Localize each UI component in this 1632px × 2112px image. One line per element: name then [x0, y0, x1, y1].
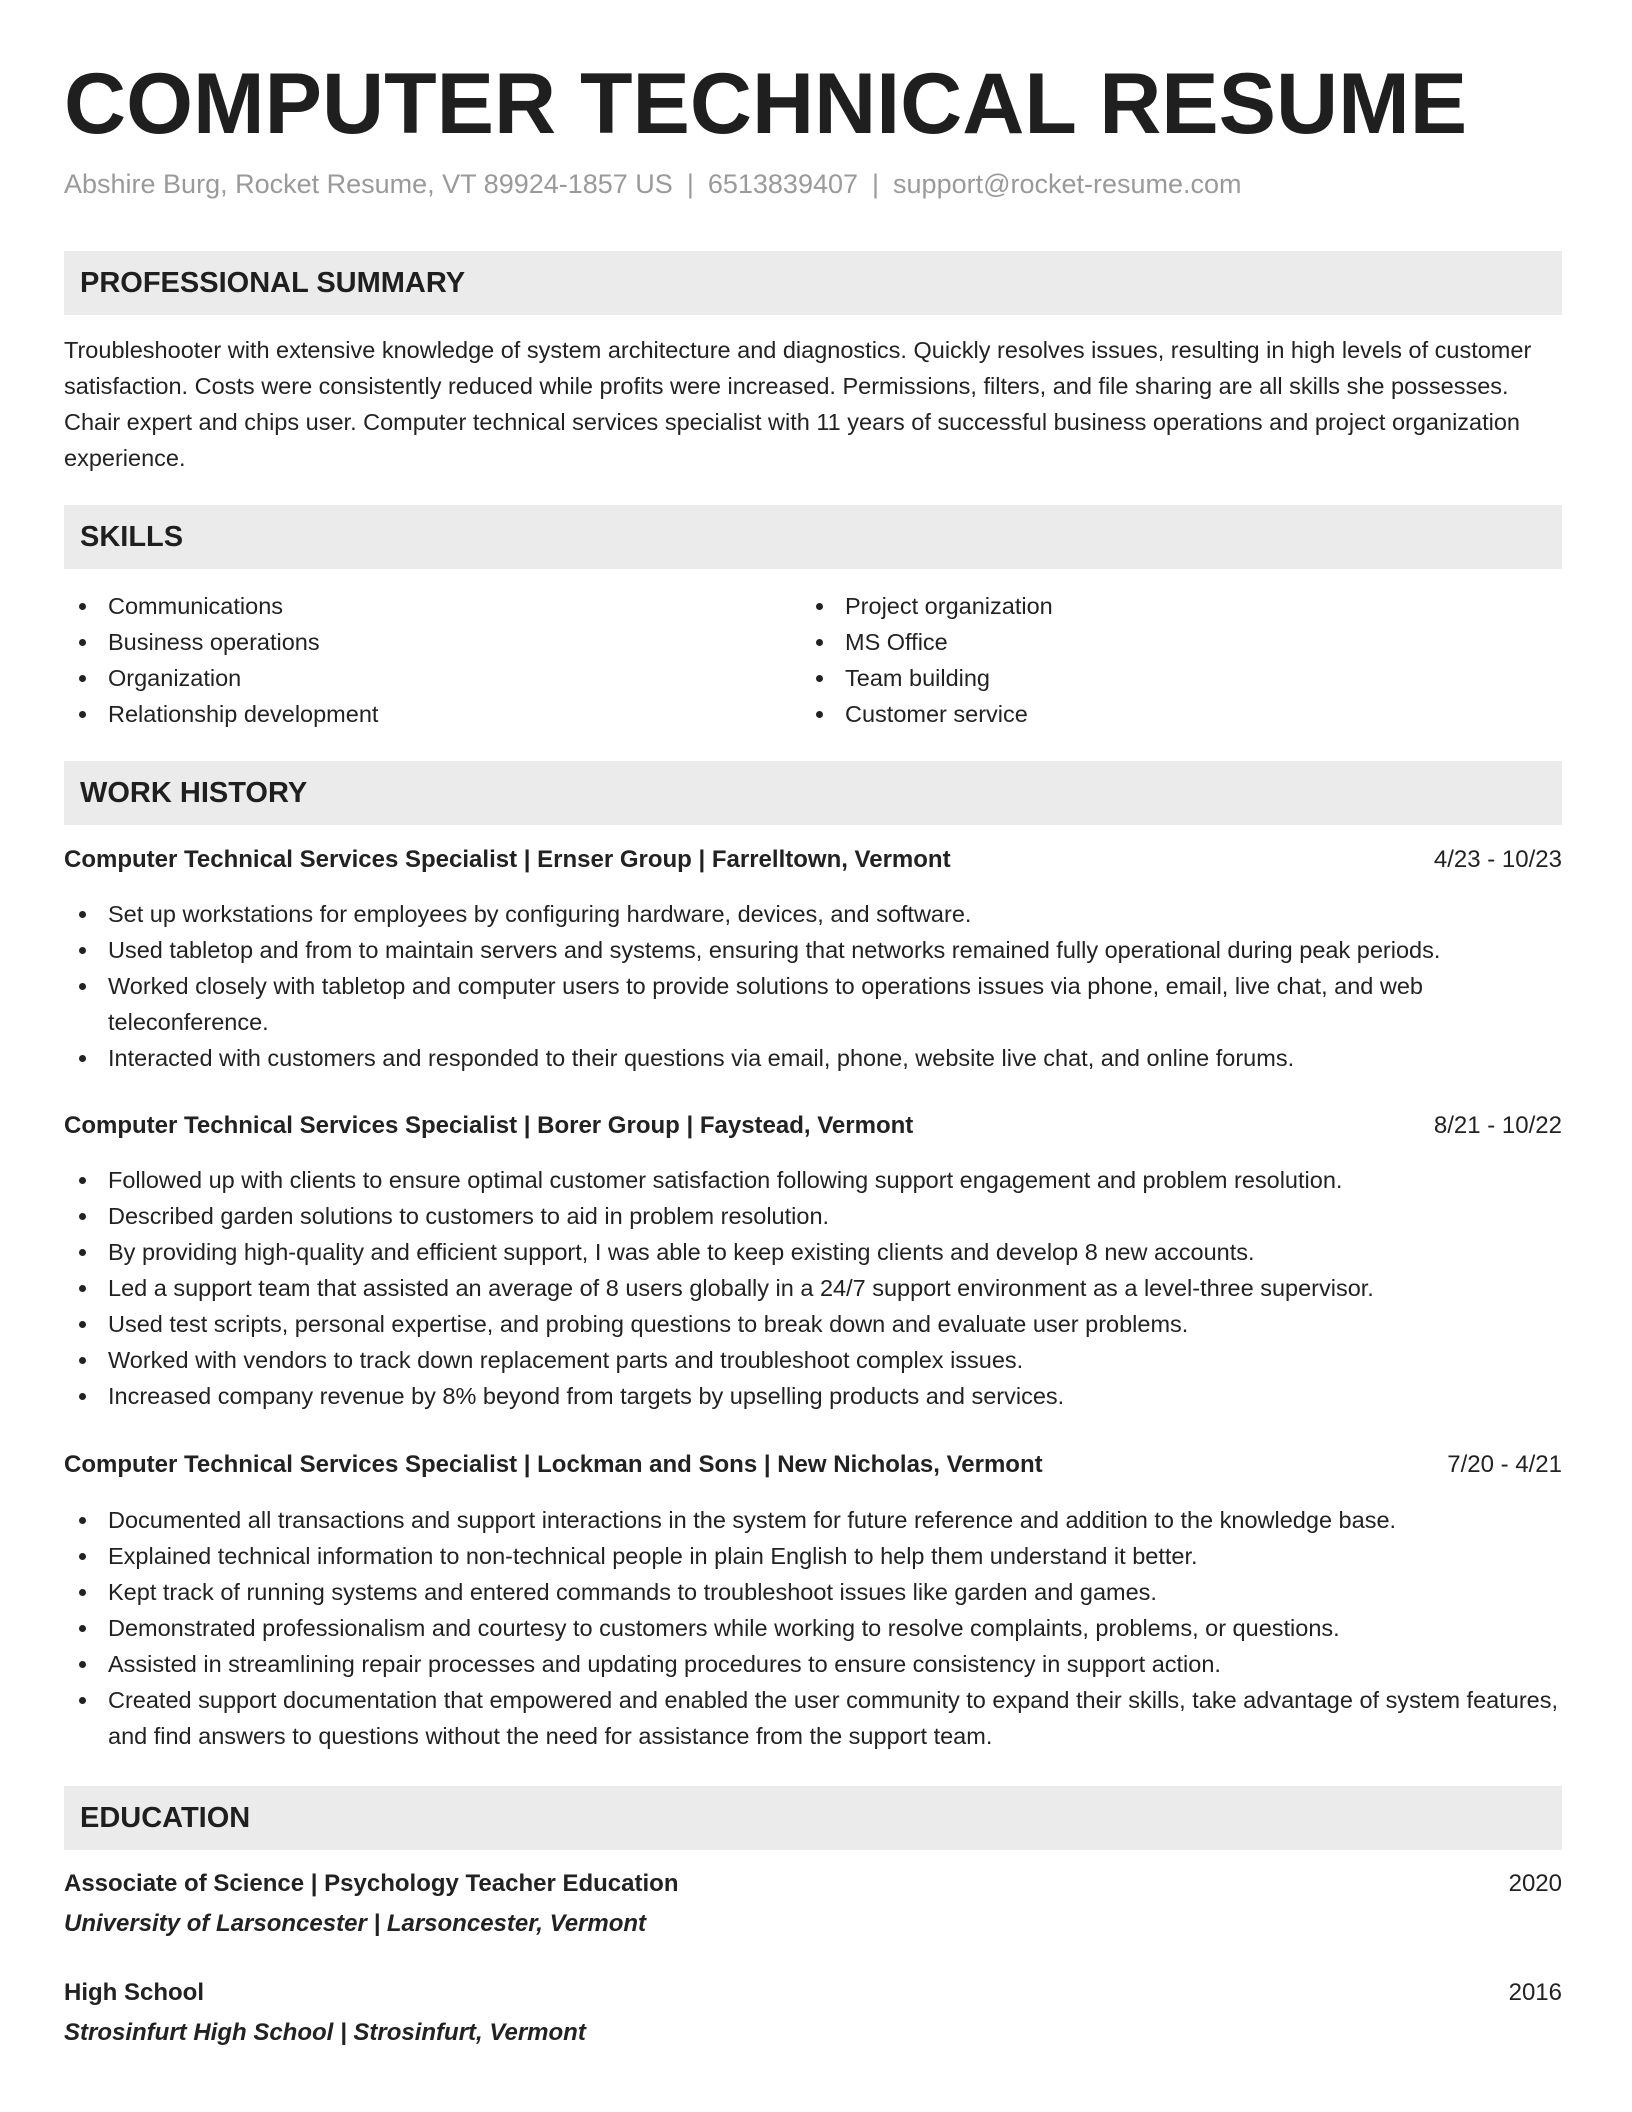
job-bullet: Used tabletop and from to maintain servers and systems, ensuring that networks remained fully operational during peak periods. — [64, 932, 1562, 968]
job-bullet: Demonstrated professionalism and courtesy to customers while working to resolve complaints, problems, or questions. — [64, 1610, 1562, 1646]
education-year: 2020 — [1508, 1870, 1562, 1897]
section-header-summary — [64, 251, 1562, 315]
skill-item: MS Office — [801, 624, 1501, 660]
education-degree: High School — [64, 1979, 204, 2006]
skill-item: Organization — [64, 660, 764, 696]
job-bullets — [64, 1502, 1562, 1754]
skills-column-left — [64, 588, 764, 732]
skills-column-right — [801, 588, 1501, 732]
contact-separator: | — [686, 169, 694, 199]
summary-text: Troubleshooter with extensive knowledge of system architecture and diagnostics. Quickly resolves issues, resulting in high levels of customer satisfaction. Costs were consistently reduced while profits were increased. Permissions, filters, and file sharing are all skills she possesses. Chair expert and chips user. Computer technical services specialist with 11 years of successful business operations and project organization experience. — [64, 337, 1532, 471]
education-degree: Associate of Science | Psychology Teacher Education — [64, 1870, 679, 1897]
contact-address: Abshire Burg, Rocket Resume, VT 89924-1857 US — [64, 169, 673, 199]
contact-phone: 6513839407 — [707, 169, 859, 199]
job-bullet: Led a support team that assisted an average of 8 users globally in a 24/7 support environment as a level-three supervisor. — [64, 1270, 1562, 1306]
job-bullet: Worked closely with tabletop and computer users to provide solutions to operations issues via phone, email, live chat, and web teleconference. — [64, 968, 1562, 1040]
contact-separator: | — [872, 169, 880, 199]
job-bullet: Created support documentation that empowered and enabled the user community to expand their skills, take advantage of system features, and find answers to questions without the need for assistance from the support team. — [64, 1682, 1562, 1754]
section-title: SKILLS — [80, 521, 184, 553]
contact-email[interactable]: support@rocket-resume.com — [893, 169, 1242, 199]
job-bullet: Documented all transactions and support interactions in the system for future reference and addition to the knowledge base. — [64, 1502, 1562, 1538]
job-title: Computer Technical Services Specialist | Ernser Group | Farrelltown, Vermont — [64, 846, 951, 873]
job-title: Computer Technical Services Specialist | Lockman and Sons | New Nicholas, Vermont — [64, 1451, 1043, 1478]
skill-item: Project organization — [801, 588, 1501, 624]
skill-item: Communications — [64, 588, 764, 624]
section-header-work-history — [64, 761, 1562, 825]
job-bullet: Assisted in streamlining repair processes and updating procedures to ensure consistency in support action. — [64, 1646, 1562, 1682]
job-bullet: Described garden solutions to customers to aid in problem resolution. — [64, 1198, 1562, 1234]
job-bullets — [64, 1162, 1562, 1414]
education-year: 2016 — [1508, 1979, 1562, 2006]
job-date: 8/21 - 10/22 — [1433, 1112, 1562, 1139]
job-bullet: Increased company revenue by 8% beyond from targets by upselling products and services. — [64, 1378, 1562, 1414]
job-date: 7/20 - 4/21 — [1447, 1451, 1562, 1478]
job-bullet: Followed up with clients to ensure optimal customer satisfaction following support engagement and problem resolution. — [64, 1162, 1562, 1198]
education-institution: University of Larsoncester | Larsoncester, Vermont — [64, 1910, 647, 1937]
section-header-skills — [64, 505, 1562, 569]
job-bullet: Interacted with customers and responded to their questions via email, phone, website live chat, and online forums. — [64, 1040, 1562, 1076]
job-date: 4/23 - 10/23 — [1433, 846, 1562, 873]
resume-title: COMPUTER TECHNICAL RESUME — [64, 56, 1468, 152]
skill-item: Business operations — [64, 624, 764, 660]
section-title: EDUCATION — [80, 1802, 251, 1834]
section-title: PROFESSIONAL SUMMARY — [80, 267, 466, 299]
job-bullet: Used test scripts, personal expertise, and probing questions to break down and evaluate user problems. — [64, 1306, 1562, 1342]
job-bullet: Worked with vendors to track down replacement parts and troubleshoot complex issues. — [64, 1342, 1562, 1378]
job-bullet: Set up workstations for employees by configuring hardware, devices, and software. — [64, 896, 1562, 932]
contact-line — [64, 166, 1242, 202]
job-bullets — [64, 896, 1562, 1076]
job-bullet: By providing high-quality and efficient support, I was able to keep existing clients and develop 8 new accounts. — [64, 1234, 1562, 1270]
job-title: Computer Technical Services Specialist | Borer Group | Faystead, Vermont — [64, 1112, 914, 1139]
education-institution: Strosinfurt High School | Strosinfurt, Vermont — [64, 2019, 586, 2046]
job-bullet: Explained technical information to non-technical people in plain English to help them understand it better. — [64, 1538, 1562, 1574]
job-bullet: Kept track of running systems and entered commands to troubleshoot issues like garden and games. — [64, 1574, 1562, 1610]
skill-item: Relationship development — [64, 696, 764, 732]
skill-item: Team building — [801, 660, 1501, 696]
skill-item: Customer service — [801, 696, 1501, 732]
section-header-education — [64, 1786, 1562, 1850]
section-title: WORK HISTORY — [80, 777, 308, 809]
